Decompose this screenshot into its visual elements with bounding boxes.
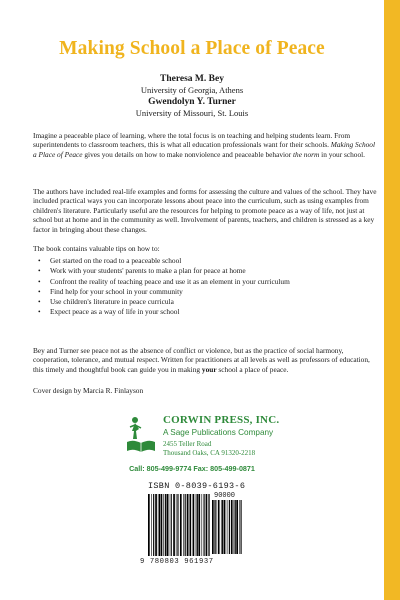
- barcode-bar: [231, 500, 233, 554]
- publisher-phone-fax: Call: 805-499-9774 Fax: 805-499-0871: [129, 464, 255, 473]
- barcode-bar: [193, 494, 195, 556]
- barcode-bar: [239, 500, 240, 554]
- publisher-name: CORWIN PRESS, INC.: [163, 414, 280, 426]
- barcode: [140, 494, 256, 574]
- barcode-bar: [215, 500, 216, 554]
- barcode-bar: [183, 494, 184, 556]
- paragraph-text: in your school.: [319, 149, 366, 159]
- barcode-bar: [204, 494, 205, 556]
- barcode-bar: [227, 500, 228, 554]
- paragraph-text: Imagine a peaceable place of learning, where the total focus is on teaching and helping students learn. From superintendents to classroom teachers, this is what all education professionals want for their schools.: [33, 131, 351, 150]
- barcode-bar: [189, 494, 190, 556]
- barcode-bar: [241, 500, 242, 554]
- publisher-address: Thousand Oaks, CA 91320-2218: [163, 449, 256, 457]
- list-item: • Work with your students' parents to make a plan for peace at home: [38, 266, 368, 276]
- barcode-bar: [159, 494, 160, 556]
- publisher-block: [136, 414, 296, 484]
- barcode-bar: [221, 500, 222, 554]
- barcode-bar: [236, 500, 238, 554]
- author-block-1: [0, 73, 384, 96]
- barcode-bar: [169, 494, 170, 556]
- publisher-subtitle: A Sage Publications Company: [163, 428, 274, 437]
- list-item: • Use children's literature in peace curricula: [38, 297, 368, 307]
- barcode-bar: [196, 494, 197, 556]
- tips-intro: The book contains valuable tips on how to:: [33, 244, 160, 253]
- barcode-bar: [173, 494, 175, 556]
- barcode-bar: [202, 494, 203, 556]
- barcode-bar: [197, 494, 198, 556]
- barcode-bar: [222, 500, 223, 554]
- ean-barcode-bars: [148, 494, 210, 556]
- author-block-2: [0, 96, 384, 119]
- barcode-bar: [198, 494, 200, 556]
- description-paragraph-2: The authors have included real-life examples and forms for assessing the culture and values of the school. They have included practical ways you can incorporate lessons about peace into the curriculum, such as using examples from children's literature. Particularly useful are the resources for helping to promote peace as a way of life, not just at school but at home and in the community as well. Involvement of parents, teachers, and children is stressed as a key factor in bringing about these changes.: [33, 187, 377, 234]
- emphasis-text: the norm: [293, 149, 320, 159]
- barcode-bar: [153, 494, 154, 556]
- list-item: • Expect peace as a way of life in your school: [38, 307, 368, 317]
- ean-number: 9 780803 961937: [140, 558, 214, 566]
- barcode-bar: [176, 494, 177, 556]
- author-name: Theresa M. Bey: [160, 74, 224, 84]
- publisher-address: 2455 Teller Road: [163, 440, 212, 448]
- book-title: Making School a Place of Peace: [59, 38, 325, 59]
- description-paragraph-1: [33, 131, 378, 159]
- emphasis-text: your: [201, 364, 217, 374]
- barcode-bar: [234, 500, 235, 554]
- description-paragraph-4: [33, 346, 378, 374]
- isbn-label: ISBN 0-8039-6193-6: [148, 481, 246, 491]
- barcode-bar: [158, 494, 159, 556]
- barcode-bar: [165, 494, 166, 556]
- barcode-bar: [214, 500, 215, 554]
- barcode-bar: [212, 500, 214, 554]
- barcode-bar: [208, 494, 209, 556]
- barcode-bar: [161, 494, 163, 556]
- barcode-bar: [185, 494, 186, 556]
- publisher-logo-icon: [125, 415, 157, 455]
- tips-list: [38, 256, 368, 318]
- barcode-bar: [229, 500, 230, 554]
- list-item: • Find help for your school in your community: [38, 287, 368, 297]
- spine-edge-strip: [384, 0, 400, 600]
- addon-number: 90000: [214, 492, 236, 500]
- list-item: • Confront the reality of teaching peace and use it as an element in your curriculum: [38, 277, 368, 287]
- author-affiliation: University of Georgia, Athens: [140, 85, 244, 95]
- author-affiliation: University of Missouri, St. Louis: [135, 108, 249, 118]
- barcode-bar: [206, 494, 208, 556]
- barcode-bar: [224, 500, 226, 554]
- barcode-bar: [166, 494, 168, 556]
- barcode-bar: [148, 494, 150, 556]
- book-title-italic: Making School a Place of Peace: [33, 140, 376, 159]
- barcode-bar: [218, 500, 220, 554]
- barcode-bar: [180, 494, 182, 556]
- paragraph-text: gives you details on how to make nonviolence and peaceable behavior: [82, 149, 293, 159]
- list-item: • Get started on the road to a peaceable school: [38, 256, 368, 266]
- barcode-bar: [235, 500, 236, 554]
- barcode-bar: [155, 494, 157, 556]
- barcode-bar: [163, 494, 164, 556]
- barcode-bar: [171, 494, 172, 556]
- barcode-bar: [209, 494, 210, 556]
- author-name: Gwendolyn Y. Turner: [148, 97, 236, 107]
- cover-design-credit: Cover design by Marcia R. Finlayson: [33, 386, 144, 395]
- barcode-bar: [187, 494, 189, 556]
- addon-barcode-bars: [212, 500, 242, 554]
- barcode-bar: [177, 494, 178, 556]
- paragraph-text: school a place of peace.: [216, 364, 289, 374]
- barcode-bar: [190, 494, 191, 556]
- paragraph-text: Bey and Turner see peace not as the absence of conflict or violence, but as the practice of social harmony, cooperation, tolerance, and mutual respect. Written for practitioners at all levels as well as professors of education, this timely and thoughtful book can guide you in making: [33, 346, 370, 374]
- barcode-bar: [151, 494, 152, 556]
